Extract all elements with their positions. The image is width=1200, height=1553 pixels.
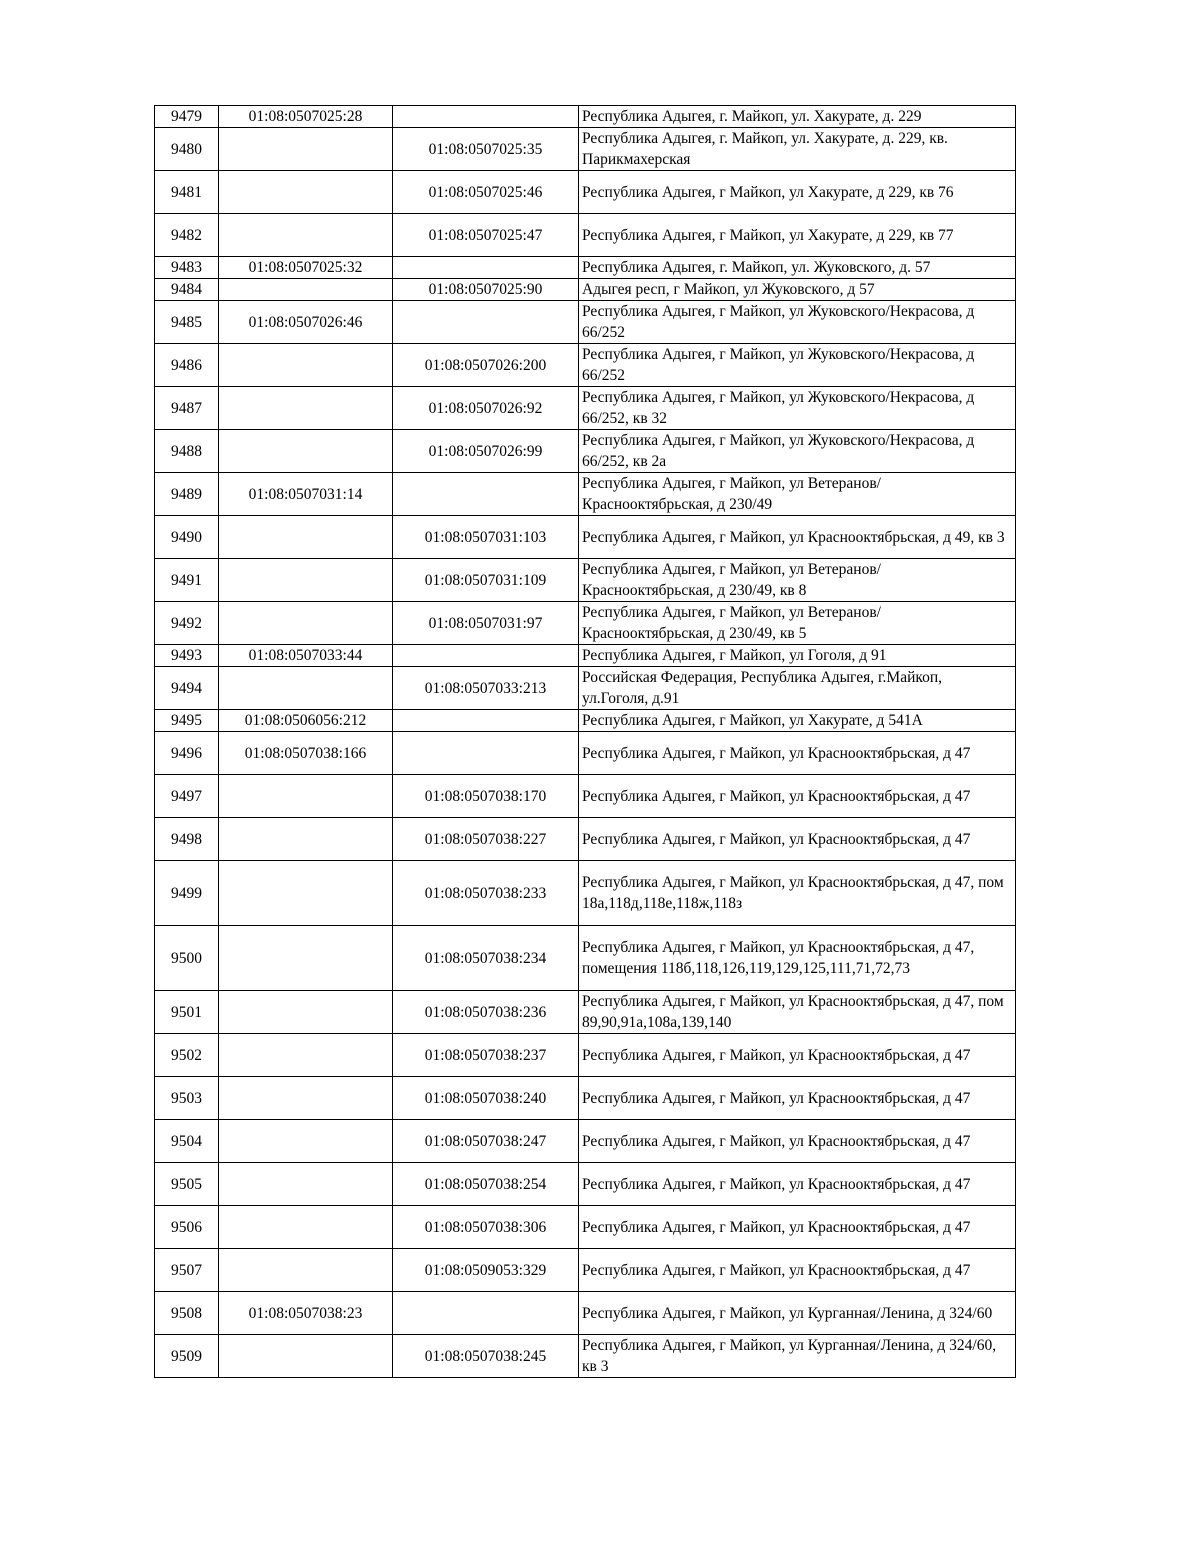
table-row [155,279,1016,301]
object-cadastral-number-cell [393,106,579,128]
row-number-cell: 9505 [155,1163,219,1206]
table-body [155,106,1016,1378]
address-cell: Республика Адыгея, г Майкоп, ул Краснооктябрьская, д 47 [579,1077,1016,1120]
table-row [155,818,1016,861]
table-row [155,516,1016,559]
table-row [155,1034,1016,1077]
row-number-cell: 9492 [155,602,219,645]
object-cadastral-number-cell [393,301,579,344]
parcel-cadastral-number-cell [219,1120,393,1163]
object-cadastral-number-cell: 01:08:0507038:227 [393,818,579,861]
row-number-cell: 9501 [155,991,219,1034]
parcel-cadastral-number-cell [219,1034,393,1077]
table-row [155,257,1016,279]
row-number-cell: 9498 [155,818,219,861]
parcel-cadastral-number-cell [219,602,393,645]
row-number-cell: 9499 [155,861,219,926]
object-cadastral-number-cell: 01:08:0507038:240 [393,1077,579,1120]
address-cell: Республика Адыгея, г Майкоп, ул Жуковского/Некрасова, д 66/252, кв 32 [579,387,1016,430]
table-row [155,645,1016,667]
parcel-cadastral-number-cell: 01:08:0507025:32 [219,257,393,279]
object-cadastral-number-cell [393,645,579,667]
object-cadastral-number-cell: 01:08:0507038:236 [393,991,579,1034]
parcel-cadastral-number-cell [219,516,393,559]
table-row [155,559,1016,602]
parcel-cadastral-number-cell [219,128,393,171]
parcel-cadastral-number-cell [219,1077,393,1120]
object-cadastral-number-cell: 01:08:0507038:245 [393,1335,579,1378]
row-number-cell: 9504 [155,1120,219,1163]
address-cell: Республика Адыгея, г Майкоп, ул Жуковского/Некрасова, д 66/252, кв 2а [579,430,1016,473]
object-cadastral-number-cell: 01:08:0507038:170 [393,775,579,818]
row-number-cell: 9503 [155,1077,219,1120]
parcel-cadastral-number-cell: 01:08:0507026:46 [219,301,393,344]
parcel-cadastral-number-cell: 01:08:0507033:44 [219,645,393,667]
table-row [155,301,1016,344]
object-cadastral-number-cell: 01:08:0507031:109 [393,559,579,602]
object-cadastral-number-cell: 01:08:0507026:99 [393,430,579,473]
parcel-cadastral-number-cell [219,667,393,710]
object-cadastral-number-cell: 01:08:0507038:254 [393,1163,579,1206]
object-cadastral-number-cell: 01:08:0507038:234 [393,926,579,991]
row-number-cell: 9491 [155,559,219,602]
parcel-cadastral-number-cell [219,279,393,301]
address-cell: Российская Федерация, Республика Адыгея, г.Майкоп, ул.Гоголя, д.91 [579,667,1016,710]
address-cell: Республика Адыгея, г Майкоп, ул Хакурате, д 541А [579,710,1016,732]
row-number-cell: 9507 [155,1249,219,1292]
address-cell: Республика Адыгея, г. Майкоп, ул. Хакурате, д. 229, кв. Парикмахерская [579,128,1016,171]
table-row [155,214,1016,257]
row-number-cell: 9494 [155,667,219,710]
object-cadastral-number-cell [393,257,579,279]
object-cadastral-number-cell: 01:08:0509053:329 [393,1249,579,1292]
address-cell: Республика Адыгея, г Майкоп, ул Краснооктябрьская, д 47 [579,775,1016,818]
address-cell: Республика Адыгея, г Майкоп, ул Краснооктябрьская, д 47 [579,1249,1016,1292]
table-row [155,1120,1016,1163]
object-cadastral-number-cell: 01:08:0507038:237 [393,1034,579,1077]
table-row [155,387,1016,430]
object-cadastral-number-cell: 01:08:0507026:200 [393,344,579,387]
table-row [155,602,1016,645]
address-cell: Республика Адыгея, г Майкоп, ул Краснооктябрьская, д 47 [579,1120,1016,1163]
row-number-cell: 9496 [155,732,219,775]
address-cell: Республика Адыгея, г Майкоп, ул Жуковского/Некрасова, д 66/252 [579,344,1016,387]
object-cadastral-number-cell: 01:08:0507025:90 [393,279,579,301]
row-number-cell: 9497 [155,775,219,818]
row-number-cell: 9490 [155,516,219,559]
address-cell: Республика Адыгея, г Майкоп, ул Краснооктябрьская, д 47 [579,818,1016,861]
object-cadastral-number-cell: 01:08:0507033:213 [393,667,579,710]
address-cell: Республика Адыгея, г Майкоп, ул Жуковского/Некрасова, д 66/252 [579,301,1016,344]
row-number-cell: 9480 [155,128,219,171]
address-cell: Республика Адыгея, г Майкоп, ул Ветеранов/Краснооктябрьская, д 230/49 [579,473,1016,516]
table-row [155,128,1016,171]
registry-table [154,105,1016,1378]
parcel-cadastral-number-cell [219,559,393,602]
table-row [155,861,1016,926]
table-row [155,344,1016,387]
parcel-cadastral-number-cell: 01:08:0507025:28 [219,106,393,128]
parcel-cadastral-number-cell [219,430,393,473]
row-number-cell: 9489 [155,473,219,516]
row-number-cell: 9481 [155,171,219,214]
object-cadastral-number-cell: 01:08:0507038:247 [393,1120,579,1163]
parcel-cadastral-number-cell [219,387,393,430]
address-cell: Республика Адыгея, г Майкоп, ул Гоголя, д 91 [579,645,1016,667]
row-number-cell: 9508 [155,1292,219,1335]
object-cadastral-number-cell: 01:08:0507026:92 [393,387,579,430]
table-row [155,667,1016,710]
table-row [155,473,1016,516]
table-row [155,732,1016,775]
address-cell: Республика Адыгея, г Майкоп, ул Курганная/Ленина, д 324/60 [579,1292,1016,1335]
object-cadastral-number-cell [393,732,579,775]
object-cadastral-number-cell: 01:08:0507025:47 [393,214,579,257]
object-cadastral-number-cell [393,473,579,516]
address-cell: Республика Адыгея, г Майкоп, ул Краснооктябрьская, д 47, помещения 118б,118,126,119,129,125,111,71,72,73 [579,926,1016,991]
parcel-cadastral-number-cell [219,991,393,1034]
object-cadastral-number-cell: 01:08:0507025:46 [393,171,579,214]
table-row [155,1077,1016,1120]
address-cell: Республика Адыгея, г Майкоп, ул Краснооктябрьская, д 47 [579,732,1016,775]
parcel-cadastral-number-cell: 01:08:0507038:23 [219,1292,393,1335]
object-cadastral-number-cell: 01:08:0507031:97 [393,602,579,645]
parcel-cadastral-number-cell [219,775,393,818]
table-row [155,1249,1016,1292]
row-number-cell: 9482 [155,214,219,257]
address-cell: Республика Адыгея, г Майкоп, ул Хакурате, д 229, кв 76 [579,171,1016,214]
address-cell: Республика Адыгея, г Майкоп, ул Краснооктябрьская, д 49, кв 3 [579,516,1016,559]
table-row [155,1206,1016,1249]
row-number-cell: 9495 [155,710,219,732]
table-row [155,926,1016,991]
parcel-cadastral-number-cell [219,1206,393,1249]
table-row [155,106,1016,128]
row-number-cell: 9502 [155,1034,219,1077]
address-cell: Республика Адыгея, г Майкоп, ул Краснооктябрьская, д 47, пом 18а,118д,118е,118ж,118з [579,861,1016,926]
row-number-cell: 9487 [155,387,219,430]
parcel-cadastral-number-cell [219,214,393,257]
row-number-cell: 9488 [155,430,219,473]
table-row [155,1163,1016,1206]
object-cadastral-number-cell: 01:08:0507038:233 [393,861,579,926]
address-cell: Республика Адыгея, г Майкоп, ул Краснооктябрьская, д 47 [579,1034,1016,1077]
row-number-cell: 9485 [155,301,219,344]
address-cell: Адыгея респ, г Майкоп, ул Жуковского, д 57 [579,279,1016,301]
parcel-cadastral-number-cell: 01:08:0507038:166 [219,732,393,775]
table-row [155,775,1016,818]
row-number-cell: 9500 [155,926,219,991]
row-number-cell: 9486 [155,344,219,387]
row-number-cell: 9493 [155,645,219,667]
address-cell: Республика Адыгея, г. Майкоп, ул. Жуковского, д. 57 [579,257,1016,279]
parcel-cadastral-number-cell [219,1249,393,1292]
table-row [155,1335,1016,1378]
row-number-cell: 9484 [155,279,219,301]
row-number-cell: 9479 [155,106,219,128]
address-cell: Республика Адыгея, г Майкоп, ул Краснооктябрьская, д 47, пом 89,90,91а,108а,139,140 [579,991,1016,1034]
parcel-cadastral-number-cell [219,1335,393,1378]
parcel-cadastral-number-cell: 01:08:0507031:14 [219,473,393,516]
row-number-cell: 9506 [155,1206,219,1249]
parcel-cadastral-number-cell [219,861,393,926]
parcel-cadastral-number-cell [219,1163,393,1206]
table-row [155,430,1016,473]
object-cadastral-number-cell: 01:08:0507031:103 [393,516,579,559]
address-cell: Республика Адыгея, г Майкоп, ул Ветеранов/Краснооктябрьская, д 230/49, кв 5 [579,602,1016,645]
object-cadastral-number-cell [393,710,579,732]
row-number-cell: 9483 [155,257,219,279]
table-row [155,991,1016,1034]
address-cell: Республика Адыгея, г Майкоп, ул Краснооктябрьская, д 47 [579,1206,1016,1249]
table-row [155,1292,1016,1335]
table-row [155,171,1016,214]
parcel-cadastral-number-cell [219,344,393,387]
table-row [155,710,1016,732]
address-cell: Республика Адыгея, г Майкоп, ул Краснооктябрьская, д 47 [579,1163,1016,1206]
parcel-cadastral-number-cell: 01:08:0506056:212 [219,710,393,732]
address-cell: Республика Адыгея, г Майкоп, ул Ветеранов/Краснооктябрьская, д 230/49, кв 8 [579,559,1016,602]
address-cell: Республика Адыгея, г. Майкоп, ул. Хакурате, д. 229 [579,106,1016,128]
address-cell: Республика Адыгея, г Майкоп, ул Курганная/Ленина, д 324/60, кв 3 [579,1335,1016,1378]
object-cadastral-number-cell: 01:08:0507025:35 [393,128,579,171]
address-cell: Республика Адыгея, г Майкоп, ул Хакурате, д 229, кв 77 [579,214,1016,257]
row-number-cell: 9509 [155,1335,219,1378]
parcel-cadastral-number-cell [219,926,393,991]
parcel-cadastral-number-cell [219,171,393,214]
object-cadastral-number-cell: 01:08:0507038:306 [393,1206,579,1249]
parcel-cadastral-number-cell [219,818,393,861]
object-cadastral-number-cell [393,1292,579,1335]
